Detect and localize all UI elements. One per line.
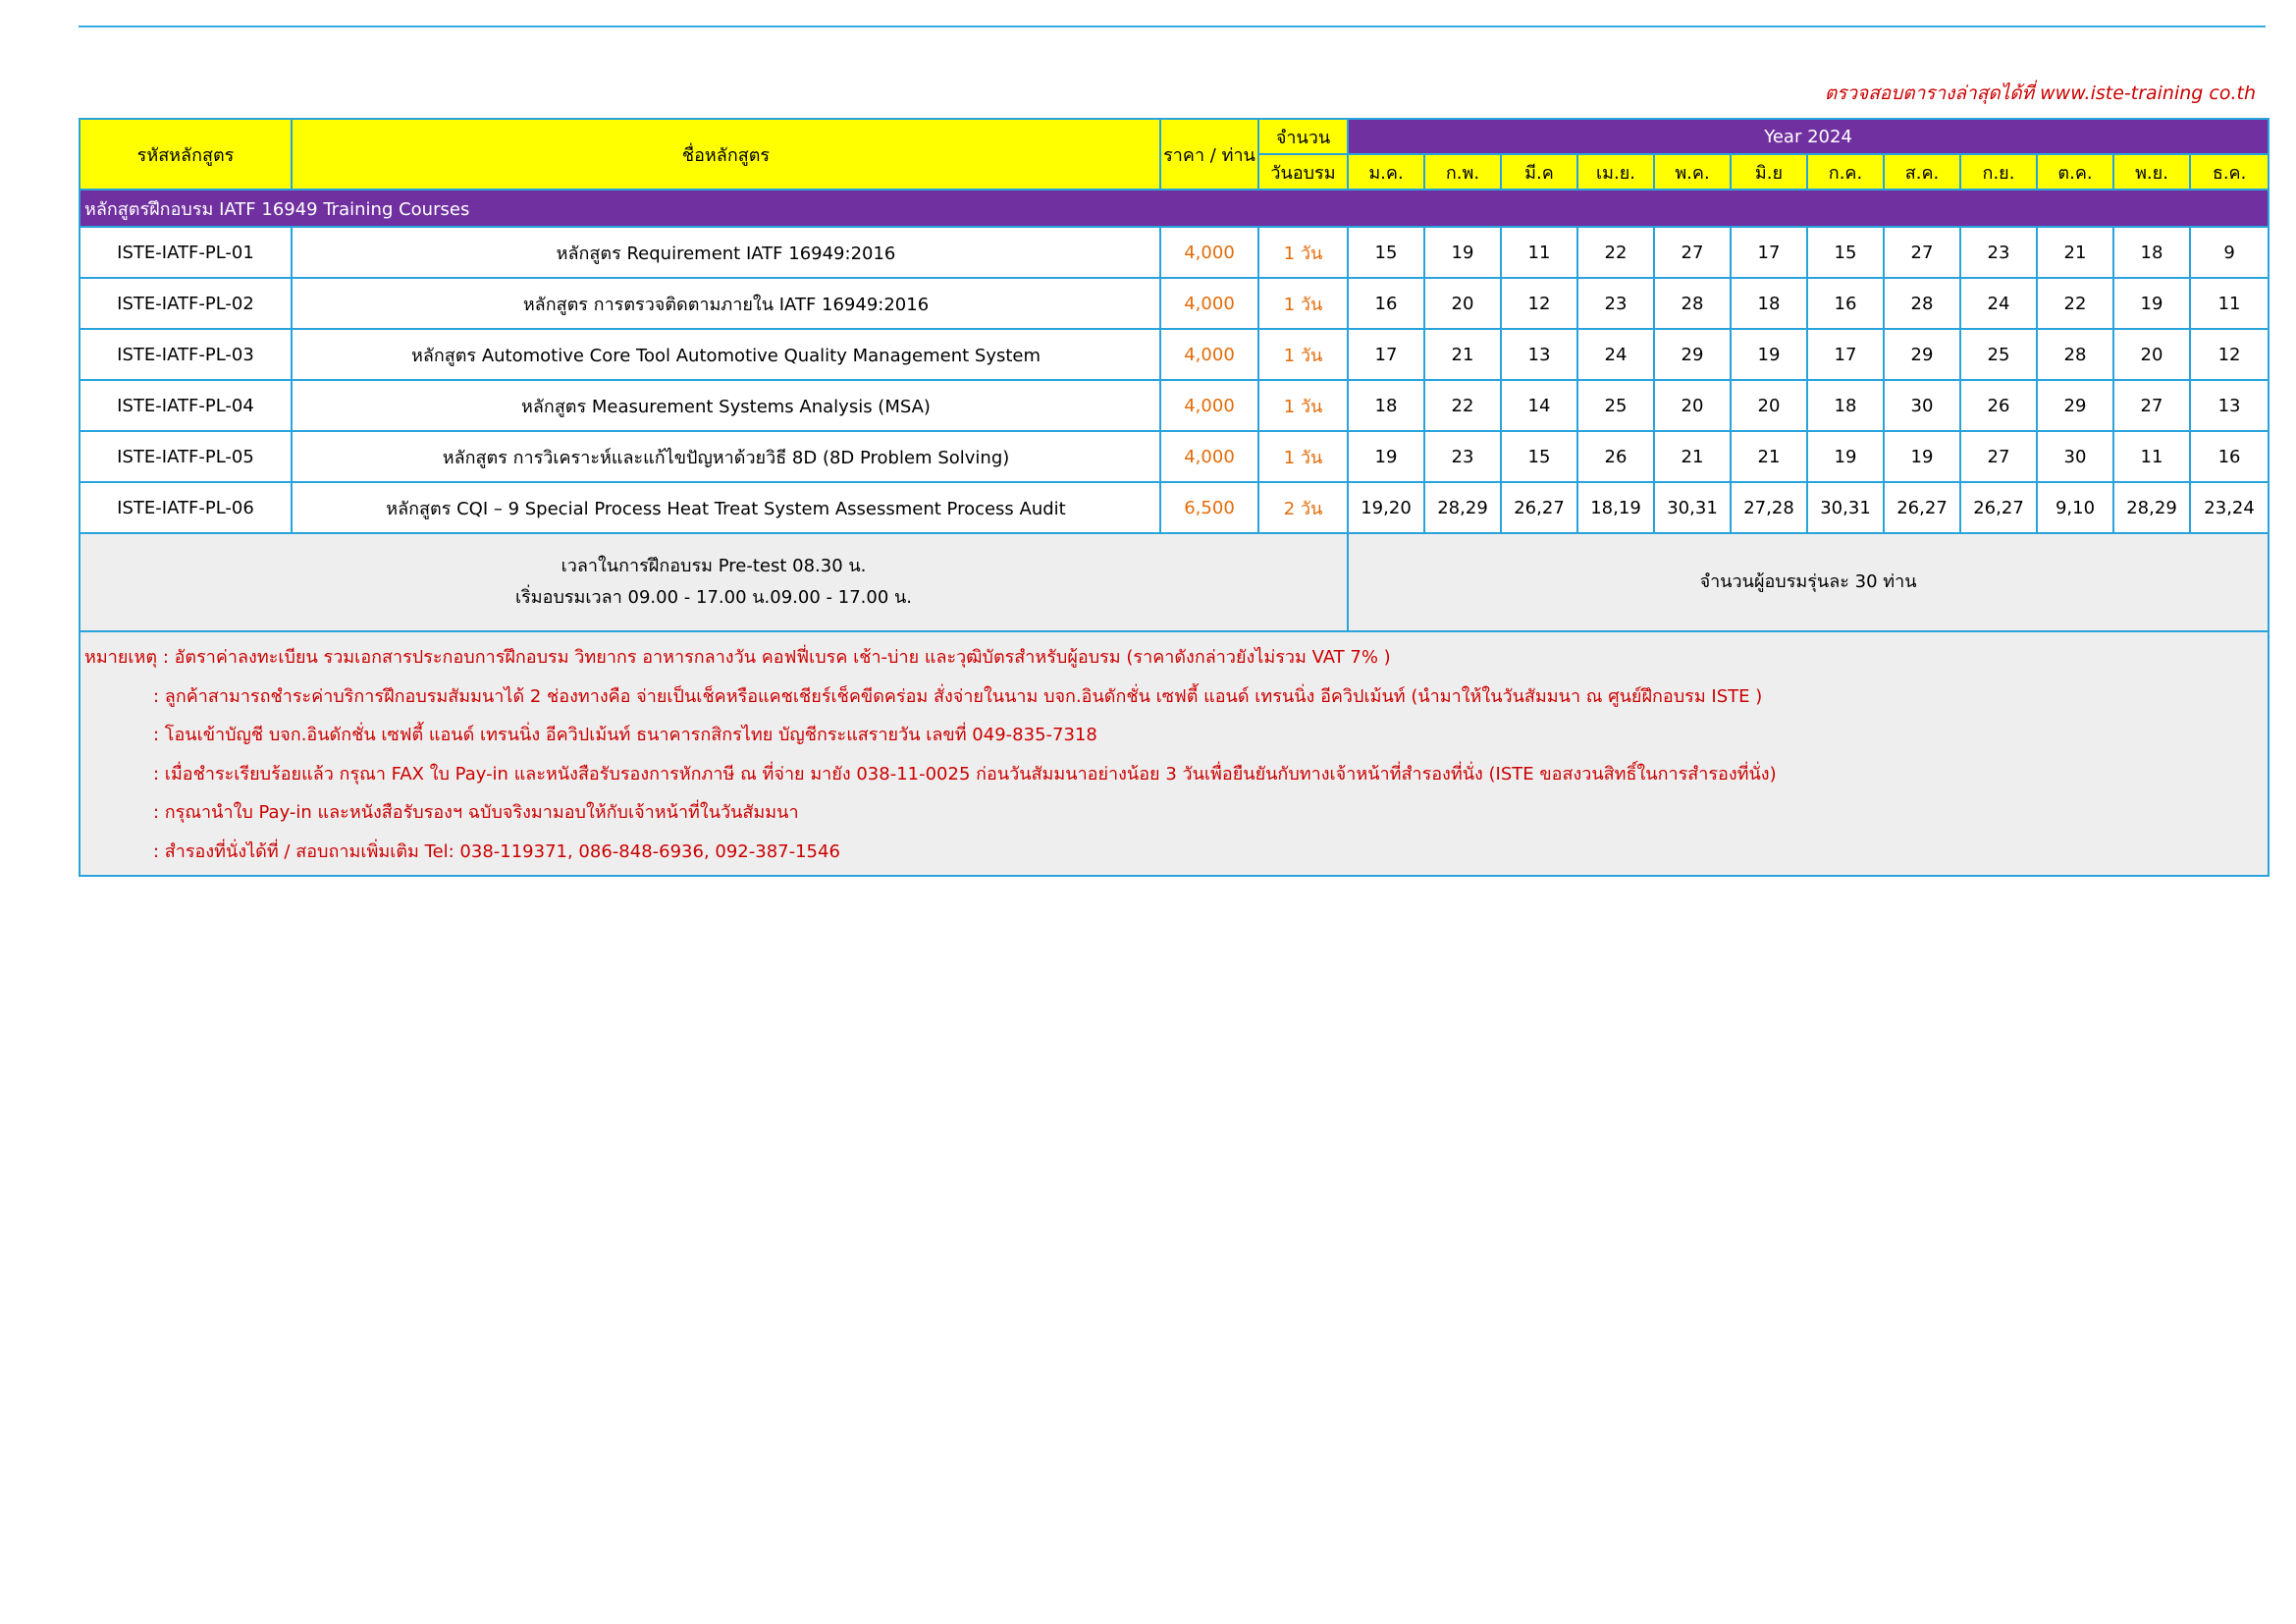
month-header: ก.พ. xyxy=(1424,154,1501,189)
training-schedule-table xyxy=(79,118,2269,877)
course-date-cell: 21 xyxy=(1731,431,1807,482)
course-date-cell: 18 xyxy=(1807,380,1884,431)
course-date-cell: 20 xyxy=(1731,380,1807,431)
header-days-top: จำนวน xyxy=(1258,119,1348,154)
training-hours: เริ่มอบรมเวลา 09.00 - 17.00 น.09.00 - 17.00 น. xyxy=(514,587,913,608)
course-date-cell: 18,19 xyxy=(1577,482,1654,533)
capacity-cell: จำนวนผู้อบรมรุ่นละ 30 ท่าน xyxy=(1348,533,2269,631)
course-date-cell: 9,10 xyxy=(2037,482,2113,533)
course-date-cell: 11 xyxy=(2113,431,2190,482)
pretest-time: เวลาในการฝึกอบรม Pre-test 08.30 น. xyxy=(561,556,867,576)
course-date-cell: 28,29 xyxy=(1424,482,1501,533)
course-date-cell: 16 xyxy=(2190,431,2269,482)
note-line: หมายเหตุ : อัตราค่าลงทะเบียน รวมเอกสารประกอบการฝึกอบรม วิทยากร อาหารกลางวัน คอฟฟี่เบรค เช้า-บ่าย และวุฒิบัตรสำหรับผู้อบรม (ราคาดังกล่าวยังไม่รวม VAT 7% ) xyxy=(84,647,1391,668)
course-days: 1 วัน xyxy=(1258,278,1348,329)
course-date-cell: 17 xyxy=(1807,329,1884,380)
course-code: ISTE-IATF-PL-02 xyxy=(80,278,292,329)
course-date-cell: 20 xyxy=(1424,278,1501,329)
month-header: พ.ย. xyxy=(2113,154,2190,189)
training-time-cell xyxy=(80,533,1348,631)
course-date-cell: 18 xyxy=(1348,380,1424,431)
category-label: หลักสูตรฝึกอบรม IATF 16949 Training Courses xyxy=(80,189,2269,227)
top-divider xyxy=(79,26,2266,27)
month-header: พ.ค. xyxy=(1654,154,1731,189)
source-note: ตรวจสอบตารางล่าสุดได้ที่ www.iste-training co.th xyxy=(1824,82,2256,104)
course-name: หลักสูตร Automotive Core Tool Automotive Quality Management System xyxy=(292,329,1160,380)
course-date-cell: 15 xyxy=(1501,431,1577,482)
course-code: ISTE-IATF-PL-06 xyxy=(80,482,292,533)
course-date-cell: 27,28 xyxy=(1731,482,1807,533)
month-header: มิ.ย xyxy=(1731,154,1807,189)
course-date-cell: 15 xyxy=(1807,227,1884,278)
course-date-cell: 12 xyxy=(2190,329,2269,380)
course-date-cell: 21 xyxy=(1654,431,1731,482)
header-days-bottom: วันอบรม xyxy=(1258,154,1348,189)
course-price: 6,500 xyxy=(1160,482,1258,533)
month-header: เม.ย. xyxy=(1577,154,1654,189)
course-date-cell: 22 xyxy=(1424,380,1501,431)
course-date-cell: 16 xyxy=(1348,278,1424,329)
course-price: 4,000 xyxy=(1160,227,1258,278)
course-date-cell: 26,27 xyxy=(1501,482,1577,533)
course-date-cell: 23 xyxy=(1577,278,1654,329)
course-price: 4,000 xyxy=(1160,329,1258,380)
course-code: ISTE-IATF-PL-03 xyxy=(80,329,292,380)
course-date-cell: 19 xyxy=(1807,431,1884,482)
course-date-cell: 17 xyxy=(1348,329,1424,380)
course-code: ISTE-IATF-PL-05 xyxy=(80,431,292,482)
course-date-cell: 18 xyxy=(1731,278,1807,329)
course-date-cell: 30,31 xyxy=(1807,482,1884,533)
course-date-cell: 30 xyxy=(2037,431,2113,482)
course-row xyxy=(80,227,2269,278)
note-line: : กรุณานำใบ Pay-in และหนังสือรับรองฯ ฉบับจริงมามอบให้กับเจ้าหน้าที่ในวันสัมมนา xyxy=(153,802,799,823)
course-date-cell: 18 xyxy=(2113,227,2190,278)
course-date-cell: 13 xyxy=(2190,380,2269,431)
course-date-cell: 19 xyxy=(1348,431,1424,482)
notes-row xyxy=(80,631,2269,876)
course-days: 1 วัน xyxy=(1258,329,1348,380)
note-line: : สำรองที่นั่งได้ที่ / สอบถามเพิ่มเติม Tel: 038-119371, 086-848-6936, 092-387-1546 xyxy=(153,840,840,862)
note-line: : ลูกค้าสามารถชำระค่าบริการฝึกอบรมสัมมนาได้ 2 ช่องทางคือ จ่ายเป็นเช็คหรือแคชเชียร์เช็คขีดคร่อม สั่งจ่ายในนาม บจก.อินดักชั่น เซฟตี้ แอนด์ เทรนนิ่ง อีควิปเม้นท์ (นำมาให้ในวันสัมมนา ณ ศูนย์ฝึกอบรม ISTE ) xyxy=(153,685,1763,707)
course-price: 4,000 xyxy=(1160,380,1258,431)
course-date-cell: 26,27 xyxy=(1884,482,1960,533)
month-header: ก.ค. xyxy=(1807,154,1884,189)
course-days: 2 วัน xyxy=(1258,482,1348,533)
course-date-cell: 22 xyxy=(2037,278,2113,329)
course-date-cell: 24 xyxy=(1960,278,2037,329)
course-date-cell: 30,31 xyxy=(1654,482,1731,533)
course-date-cell: 20 xyxy=(1654,380,1731,431)
month-header: ส.ค. xyxy=(1884,154,1960,189)
course-date-cell: 11 xyxy=(2190,278,2269,329)
course-date-cell: 15 xyxy=(1348,227,1424,278)
header-row xyxy=(80,119,2269,154)
course-name: หลักสูตร Measurement Systems Analysis (MSA) xyxy=(292,380,1160,431)
course-days: 1 วัน xyxy=(1258,227,1348,278)
month-header: ม.ค. xyxy=(1348,154,1424,189)
course-date-cell: 29 xyxy=(2037,380,2113,431)
course-date-cell: 27 xyxy=(1654,227,1731,278)
course-date-cell: 28 xyxy=(1884,278,1960,329)
course-date-cell: 28 xyxy=(1654,278,1731,329)
course-row xyxy=(80,329,2269,380)
course-date-cell: 27 xyxy=(1960,431,2037,482)
header-year: Year 2024 xyxy=(1348,119,2269,154)
course-date-cell: 19 xyxy=(1424,227,1501,278)
course-date-cell: 21 xyxy=(2037,227,2113,278)
course-name: หลักสูตร CQI – 9 Special Process Heat Treat System Assessment Process Audit xyxy=(292,482,1160,533)
course-date-cell: 27 xyxy=(2113,380,2190,431)
course-date-cell: 21 xyxy=(1424,329,1501,380)
course-date-cell: 12 xyxy=(1501,278,1577,329)
course-days: 1 วัน xyxy=(1258,431,1348,482)
course-date-cell: 28,29 xyxy=(2113,482,2190,533)
notes-cell xyxy=(80,631,2269,876)
month-header: ธ.ค. xyxy=(2190,154,2269,189)
course-date-cell: 26 xyxy=(1577,431,1654,482)
month-header: ต.ค. xyxy=(2037,154,2113,189)
course-name: หลักสูตร การวิเคราะห์และแก้ไขปัญหาด้วยวิธี 8D (8D Problem Solving) xyxy=(292,431,1160,482)
course-date-cell: 29 xyxy=(1654,329,1731,380)
course-price: 4,000 xyxy=(1160,431,1258,482)
course-days: 1 วัน xyxy=(1258,380,1348,431)
course-code: ISTE-IATF-PL-01 xyxy=(80,227,292,278)
course-date-cell: 19 xyxy=(2113,278,2190,329)
course-row xyxy=(80,278,2269,329)
course-row xyxy=(80,380,2269,431)
header-name: ชื่อหลักสูตร xyxy=(292,119,1160,189)
course-date-cell: 27 xyxy=(1884,227,1960,278)
course-row xyxy=(80,431,2269,482)
course-date-cell: 26 xyxy=(1960,380,2037,431)
course-date-cell: 26,27 xyxy=(1960,482,2037,533)
note-line: : เมื่อชำระเรียบร้อยแล้ว กรุณา FAX ใบ Pay-in และหนังสือรับรองการหักภาษี ณ ที่จ่าย มายัง 038-11-0025 ก่อนวันสัมมนาอย่างน้อย 3 วันเพื่อยืนยันกับทางเจ้าหน้าที่สำรองที่นั่ง (ISTE ขอสงวนสิทธิ์ในการสำรองที่นั่ง) xyxy=(153,763,1777,785)
course-date-cell: 25 xyxy=(1577,380,1654,431)
course-date-cell: 11 xyxy=(1501,227,1577,278)
course-date-cell: 17 xyxy=(1731,227,1807,278)
course-date-cell: 23 xyxy=(1424,431,1501,482)
course-date-cell: 13 xyxy=(1501,329,1577,380)
course-name: หลักสูตร การตรวจติดตามภายใน IATF 16949:2016 xyxy=(292,278,1160,329)
course-date-cell: 29 xyxy=(1884,329,1960,380)
note-line: : โอนเข้าบัญชี บจก.อินดักชั่น เซฟตี้ แอนด์ เทรนนิ่ง อีควิปเม้นท์ ธนาคารกสิกรไทย บัญชีกระแสรายวัน เลขที่ 049-835-7318 xyxy=(153,725,1097,745)
course-name: หลักสูตร Requirement IATF 16949:2016 xyxy=(292,227,1160,278)
header-code: รหัสหลักสูตร xyxy=(80,119,292,189)
info-row xyxy=(80,533,2269,631)
course-date-cell: 23,24 xyxy=(2190,482,2269,533)
course-date-cell: 24 xyxy=(1577,329,1654,380)
course-date-cell: 16 xyxy=(1807,278,1884,329)
course-date-cell: 19 xyxy=(1884,431,1960,482)
header-price: ราคา / ท่าน xyxy=(1160,119,1258,189)
course-date-cell: 30 xyxy=(1884,380,1960,431)
course-code: ISTE-IATF-PL-04 xyxy=(80,380,292,431)
course-date-cell: 19,20 xyxy=(1348,482,1424,533)
course-date-cell: 14 xyxy=(1501,380,1577,431)
course-date-cell: 25 xyxy=(1960,329,2037,380)
course-date-cell: 23 xyxy=(1960,227,2037,278)
course-date-cell: 19 xyxy=(1731,329,1807,380)
course-date-cell: 9 xyxy=(2190,227,2269,278)
category-row xyxy=(80,189,2269,227)
course-date-cell: 22 xyxy=(1577,227,1654,278)
course-date-cell: 20 xyxy=(2113,329,2190,380)
month-header: มี.ค xyxy=(1501,154,1577,189)
course-price: 4,000 xyxy=(1160,278,1258,329)
month-header: ก.ย. xyxy=(1960,154,2037,189)
course-date-cell: 28 xyxy=(2037,329,2113,380)
course-row xyxy=(80,482,2269,533)
